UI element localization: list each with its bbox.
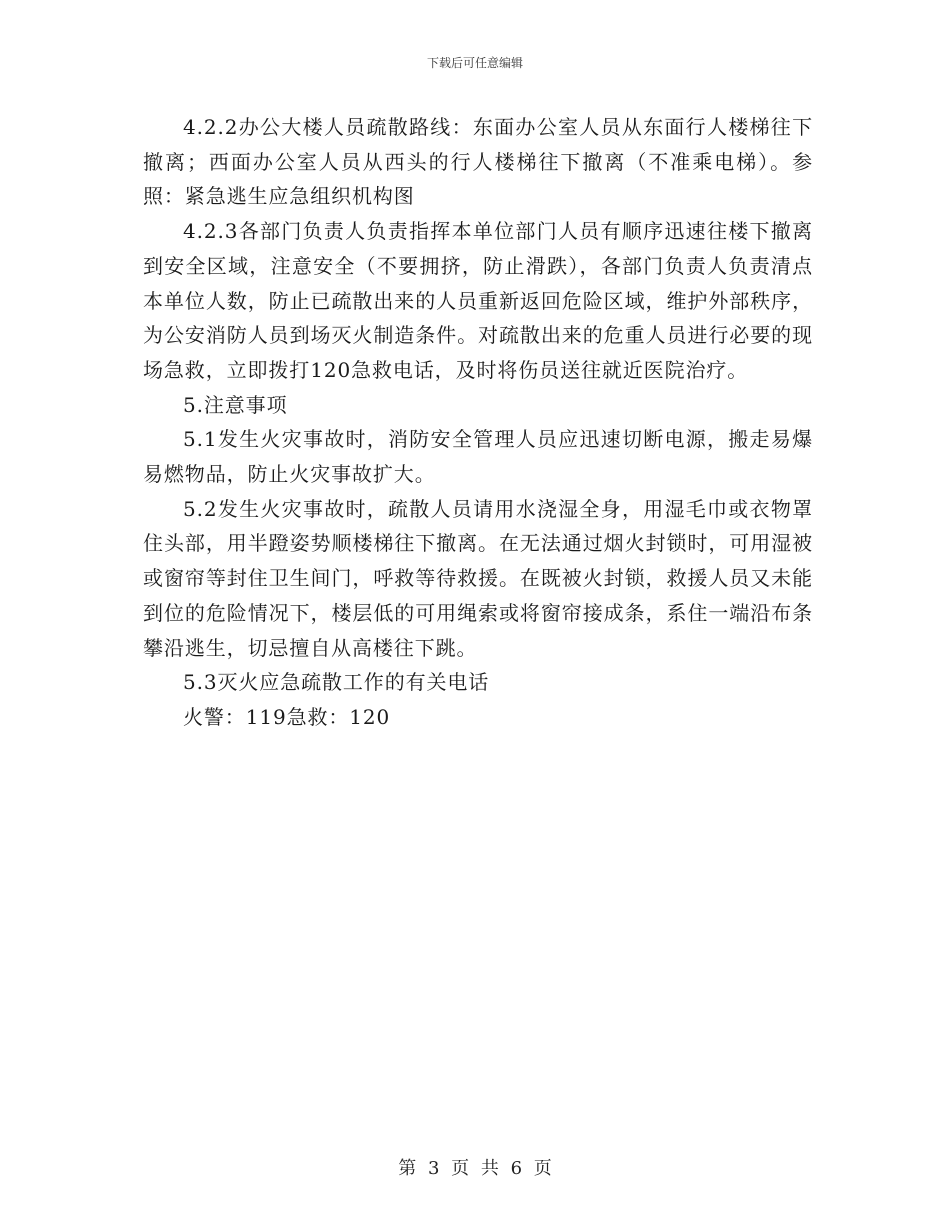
paragraph-4-2-3: 4.2.3各部门负责人负责指挥本单位部门人员有顺序迅速往楼下撤离到安全区域，注意安全（不要拥挤，防止滑跌），各部门负责人负责清点本单位人数，防止已疏散出来的人员重新返回危险区域，维护外部秩序，为公安消防人员到场灭火制造条件。对疏散出来的危重人员进行必要的现场急救，立即拨打120急救电话，及时将伤员送往就近医院治疗。 <box>143 219 813 382</box>
page-header: 下载后可任意编辑 <box>426 56 523 70</box>
paragraph-4-2-2: 4.2.2办公大楼人员疏散路线：东面办公室人员从东面行人楼梯往下撤离；西面办公室人员从西头的行人楼梯往下撤离（不准乘电梯）。参照：紧急逃生应急组织机构图 <box>143 115 813 209</box>
paragraph-5-3: 5.3灭火应急疏散工作的有关电话 <box>183 670 490 695</box>
phone-numbers: 火警：119急救：120 <box>183 704 391 729</box>
section-heading-5: 5.注意事项 <box>183 392 288 417</box>
page-footer: 第 3 页 共 6 页 <box>398 1158 552 1179</box>
paragraph-5-2: 5.2发生火灾事故时，疏散人员请用水浇湿全身，用湿毛巾或衣物罩住头部，用半蹬姿势顺楼梯往下撤离。在无法通过烟火封锁时，可用湿被或窗帘等封住卫生间门，呼救等待救援。在既被火封锁，救援人员又未能到位的危险情况下，楼层低的可用绳索或将窗帘接成条，系住一端沿布条攀沿逃生，切忌擅自从高楼往下跳。 <box>143 496 813 660</box>
paragraph-5-1: 5.1发生火灾事故时，消防安全管理人员应迅速切断电源，搬走易爆易燃物品，防止火灾事故扩大。 <box>143 427 813 487</box>
document-body <box>143 110 813 735</box>
